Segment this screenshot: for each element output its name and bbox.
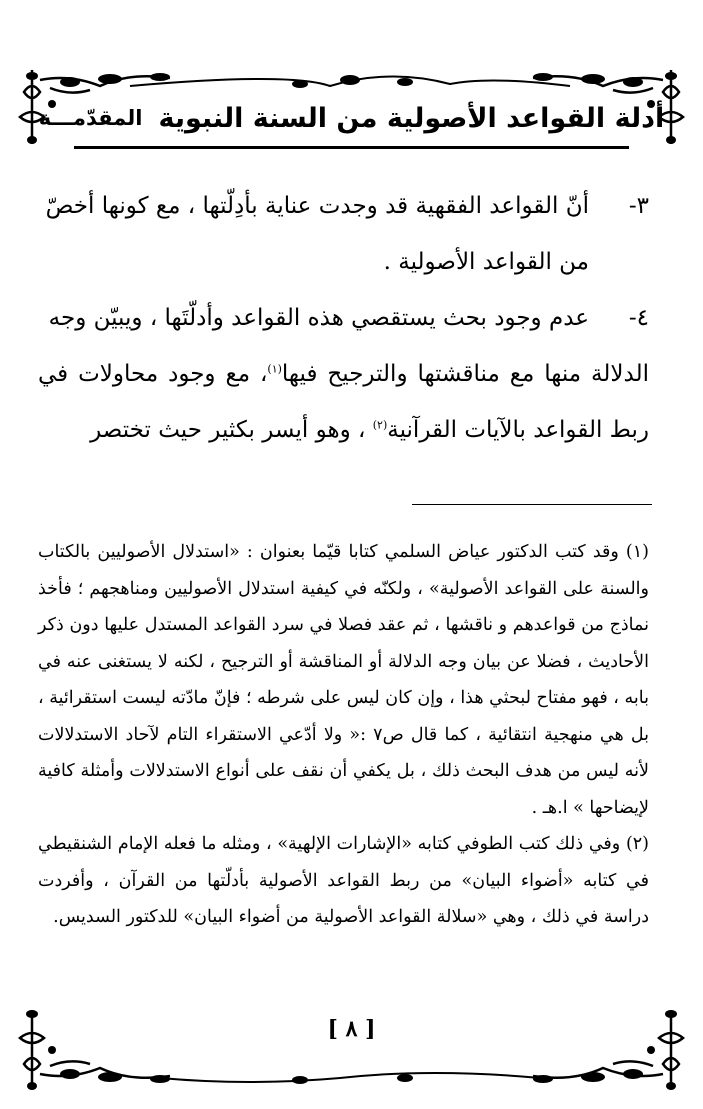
footnote-text: وقد كتب الدكتور عياض السلمي كتابا قيّما بعنوان : «استدلال الأصوليين بالكتاب والسنة على القواعد الأصولية» ، ولكنّه في كيفية استدلال الأصوليين ومناهجهم ؛ فأخذ نماذج من قواعدهم و ناقشها ، ثم عقد فصلا في سرد القواعد المستدل عليها دون ذكر الأحاديث ، فضلا عن بيان وجه الدلالة أو المناقشة أو الترجيح ، لكنه لا يستغنى عنه في بابه ، فهو مفتاح لبحثي هذا ، وإن كان ليس على شرطه ؛ فإنّ مادّته ليست استقرائية ، بل هي منهجية انتقائية ، كما قال ص٧ :« ولا أدّعي الاستقراء التام لآحاد الاستدلالات لأنه ليس من هدف البحث ذلك ، بل يكفي أن نقف على أنواع الاستدلالات وأمثلة كافية لإيضاحها » ا.هـ . [38,542,649,818]
header-rule [74,146,629,149]
footnotes [38,534,649,936]
item-text-part: ، مع وجود محاولات في ربط القواعد بالآيات القرآنية [38,361,649,443]
item-text: عدم وجود بحث يستقصي هذه القواعد وأدلّتَها ، ويبيّن وجه [48,305,589,331]
item-text-part: الدلالة منها مع مناقشتها والترجيح فيها [281,361,649,387]
item-text-continued: من القواعد الأصولية . [383,249,589,275]
item-number: ٣- [628,193,649,219]
book-title: أدلة القواعد الأصولية من السنة النبوية [158,102,665,134]
footnote-ref: (٢) [372,418,388,432]
running-header [38,92,665,144]
footnote-text: وفي ذلك كتب الطوفي كتابه «الإشارات الإلهية» ، ومثله ما فعله الإمام الشنقيطي في كتابه «أضواء البيان» من ربط القواعد الأصولية بأدلّتها من القرآن ، وأفردت دراسة في ذلك ، وهي «سلالة القواعد الأصولية من أضواء البيان» للدكتور السديس. [38,834,649,927]
page-number: [ ٨ ] [327,1016,376,1042]
item-text: أنّ القواعد الفقهية قد وجدت عناية بأدِلّتها ، مع كونها أخصّ [45,193,589,219]
footnote-separator [412,504,652,505]
section-title: المقدّمـــة [38,106,143,130]
footnote [38,534,649,826]
main-text [38,178,649,458]
footnote-ref: (١) [267,362,282,376]
footnote [38,826,649,936]
item-number: ٤- [628,305,649,331]
item-text-continued [38,346,649,458]
list-item [38,290,649,346]
footnote-marker: (١) [625,542,649,562]
item-text-part: ، وهو أيسر بكثير حيث تختصر [90,417,366,443]
list-item [38,178,649,234]
footnote-marker: (٢) [625,834,649,854]
